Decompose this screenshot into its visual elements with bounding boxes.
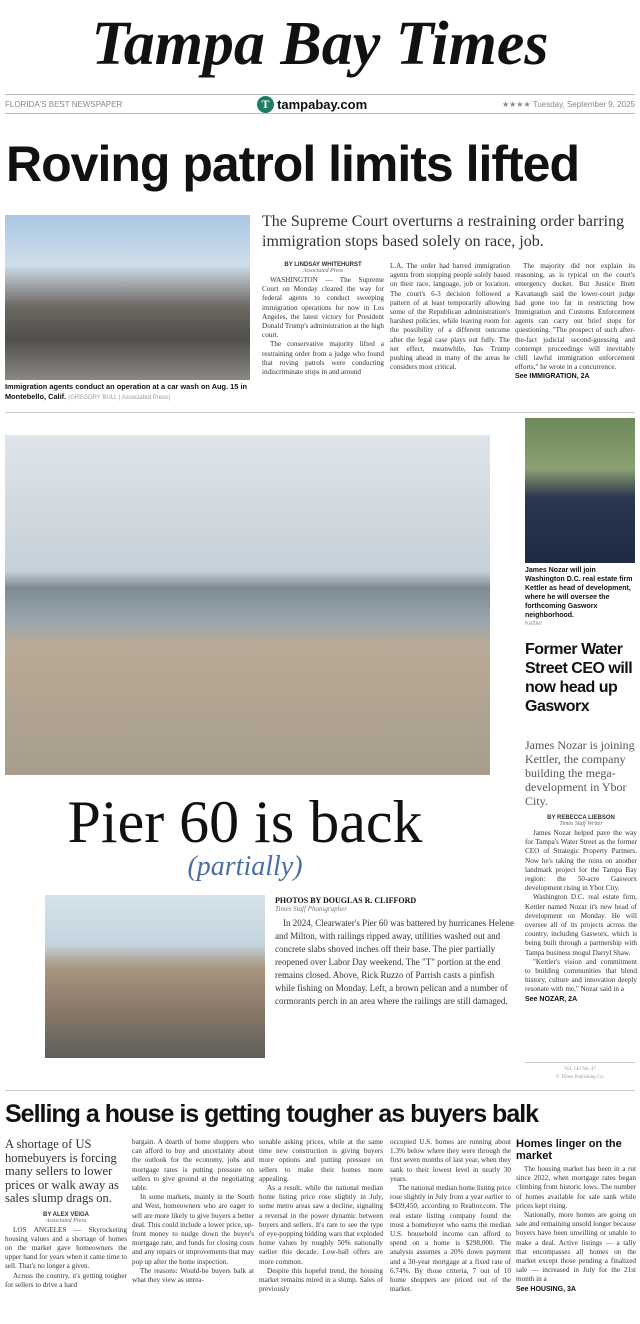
gasworx-headline: Former Water Street CEO will now head up Gasworx xyxy=(525,641,633,715)
byline: BY LINDSAY WHITEHURST xyxy=(284,262,362,268)
lead-headline: Roving patrol limits lifted xyxy=(6,136,580,192)
housing-headline: Selling a house is getting tougher as buyers balk xyxy=(5,1100,539,1128)
jump-link[interactable]: See NOZAR, 2A xyxy=(525,995,578,1003)
pier-text xyxy=(275,896,515,1008)
gasworx-caption: James Nozar will join Washington D.C. real estate firm Kettler as head of development, where he will oversee the forthcoming Gasworx neighborhood. Kettler xyxy=(525,567,633,627)
times-logo-icon: T xyxy=(257,96,274,113)
edition-date: ★★★★ Tuesday, September 9, 2025 xyxy=(501,99,635,109)
gasworx-deck: James Nozar is joining Kettler, the company building the mega-development in Ybor City. xyxy=(525,738,635,808)
site-link[interactable] xyxy=(257,96,367,113)
immigration-photo xyxy=(5,215,250,380)
masthead-strip xyxy=(5,94,635,114)
housing-sidebar: Homes linger on the market The housing market has been in a rut since 2022, when mortgage rates began climbing from historic lows. The number of homes available for sale sank while prices kept rising. Nationally, more homes are going on sale and remaining unsold longer because buyers have been unwilling or unable to make a deal. Active listings — a tally that encompasses all homes on the market except those pending a finalized sale — increased in July for the 21st month in a See HOUSING, 3A xyxy=(516,1138,636,1293)
jump-link[interactable]: See IMMIGRATION, 2A xyxy=(515,373,590,381)
site-name: tampabay.com xyxy=(277,96,368,112)
sidebar-title: Homes linger on the market xyxy=(516,1138,622,1162)
tagline: FLORIDA'S BEST NEWSPAPER xyxy=(5,99,123,109)
pier-body: In 2024, Clearwater's Pier 60 was battered by hurricanes Helene and Milton, with railings ripped away, utilities washed out and concrete slabs shoved inches off their base. The pier partially reopened over Labor Day weekend. The "T" portion at the end remains closed. Above, Rick Ruzzo of Parrish casts a pinfish while fishing on Monday. Left, a brown pelican and a number of cormorants perch in an area where the railings are still damaged. xyxy=(275,918,515,1006)
gasworx-body: BY REBECCA LIEBSON Times Staff Writer James Nozar helped pave the way for Tampa's Water Street as the former CEO of Strategic Property Partners. Now he's taking the reins on another landmark project for the Tampa Bay region: the 50-acre Gasworx development rising in Ybor City. Washington D.C. real estate firm, Kettler named Nozar it's new head of development on Monday. He will oversee all of its projects across the country, including Gasworx, which is being built through a partnership with Tampa business mogul Darryl Shaw. "Kettler's vision and commitment to building communities that blend history, culture and innovation deeply resonate with me," Nozar said in a See NOZAR, 2A xyxy=(525,815,637,1003)
masthead-title: Tampa Bay Times xyxy=(91,10,549,78)
byline: PHOTOS BY DOUGLAS R. CLIFFORD xyxy=(275,896,417,905)
divider xyxy=(5,412,635,413)
pier-title: Pier 60 is back xyxy=(67,789,423,855)
byline-role: Times Staff Photographer xyxy=(275,905,347,913)
nozar-photo xyxy=(525,418,635,563)
housing-col-4: occupied U.S. homes are running about 1.3% below where they were through the first seven months of last year, when they sank to their lowest level in nearly 30 years. The national median home listing price rose slightly in July from a year earlier to $439,450, according to Realtor.com. The real estate listing company found the most a homebuyer who earns the median U.S. household income can afford to spend on a home is $298,000. The analysis assumes a 20% down payment and a 30-year mortgage at a fixed rate of 6.74%. By those criteria, 7 out of 10 home shoppers are priced out of the market. xyxy=(390,1138,511,1294)
divider xyxy=(525,1062,635,1063)
housing-col-2: bargain. A dearth of home shoppers who can afford to buy and uncertainty about the outlook for the economy, jobs and mortgage rates is putting pressure on sellers to give ground at the negotiating table. In some markets, mainly in the South and West, homeowners who are eager to sell are more likely to give buyers a better deal. This could include a lower price, up-front money to nudge down the buyer's mortgage rate, and funds for closing costs and any repairs or improvements that may pop up after the home inspection. The reasons: Would-be buyers balk at what they view as unrea- xyxy=(132,1138,254,1285)
pier-pelican-photo xyxy=(45,895,265,1058)
housing-col-3: sonable asking prices, while at the same time new construction is giving buyers more options and putting pressure on sellers to make their homes more appealing. As a result, while the national median home listing price rose slightly in July, some metro areas saw a decline, signaling a reversal in the power dynamic between buyers and sellers. It's rare to see the type of eye-popping bidding wars that exploded home values by roughly 50% nationally earlier this decade. Low-ball offers are more common. Despite this hopeful trend, the housing market remains mired in a slump. Sales of previously xyxy=(259,1138,383,1294)
lead-col-3: The majority did not explain its reasoning, as is typical on the court's emergency docket. But Justice Brett Kavanaugh said the lower-court judge had gone too far in restricting how Immigration and Customs Enforcement agents can carry out brief stops for questioning. "The prospect of such after-the-fact judicial second-guessing and contempt proceedings will inevitably chill lawful immigration enforcement efforts," he wrote in a concurrence. See IMMIGRATION, 2A xyxy=(515,262,635,381)
lead-col-1: BY LINDSAY WHITEHURST Associated Press WASHINGTON — The Supreme Court on Monday cleared the way for federal agents to conduct sweeping immigration operations for now in Los Angeles, the latest victory for President Donald Trump's administration at the high court. The conservative majority lifted a restraining order from a judge who found that roving patrols were conducting indiscriminate stops in and around xyxy=(262,262,384,377)
byline-role: Associated Press xyxy=(302,268,344,274)
lead-caption: Immigration agents conduct an operation at a car wash on Aug. 15 in Montebello, Calif. (GREGORY BULL | Associated Press) xyxy=(5,382,248,401)
volume-info: Vol. 142 No. 47 © Times Publishing Co. xyxy=(555,1067,605,1080)
lead-deck: The Supreme Court overturns a restraining order barring immigration stops based solely on race, job. xyxy=(262,213,625,250)
lead-col-2: L.A. The order had barred immigration agents from stopping people solely based on their race, language, job or location. The court's 6-3 decision followed a pattern of at least temporarily allowing some of the Republican administration's harshest policies, while leaving room for the possibility of a different outcome after the legal case plays out fully. The net effect, meanwhile, has Trump pushing ahead in many of the areas he considers most critical. xyxy=(390,262,510,372)
housing-deck: A shortage of US homebuyers is forcing many sellers to lower prices or walk away as sales slump drags on. xyxy=(5,1137,119,1205)
jump-link[interactable]: See HOUSING, 3A xyxy=(516,1285,576,1293)
housing-col-1: A shortage of US homebuyers is forcing many sellers to lower prices or walk away as sales slump drags on. BY ALEX VEIGA Associated Press LOS ANGELES — Skyrocketing housing values and a shortage of homes on the market gave homeowners the upper hand for years when it came time to sell. That's no longer a given. Across the country, it's getting tougher for sellers to drive a hard xyxy=(5,1137,127,1289)
divider xyxy=(5,1090,635,1091)
pier-main-photo xyxy=(5,435,490,775)
pier-subtitle: (partially) xyxy=(187,851,303,882)
